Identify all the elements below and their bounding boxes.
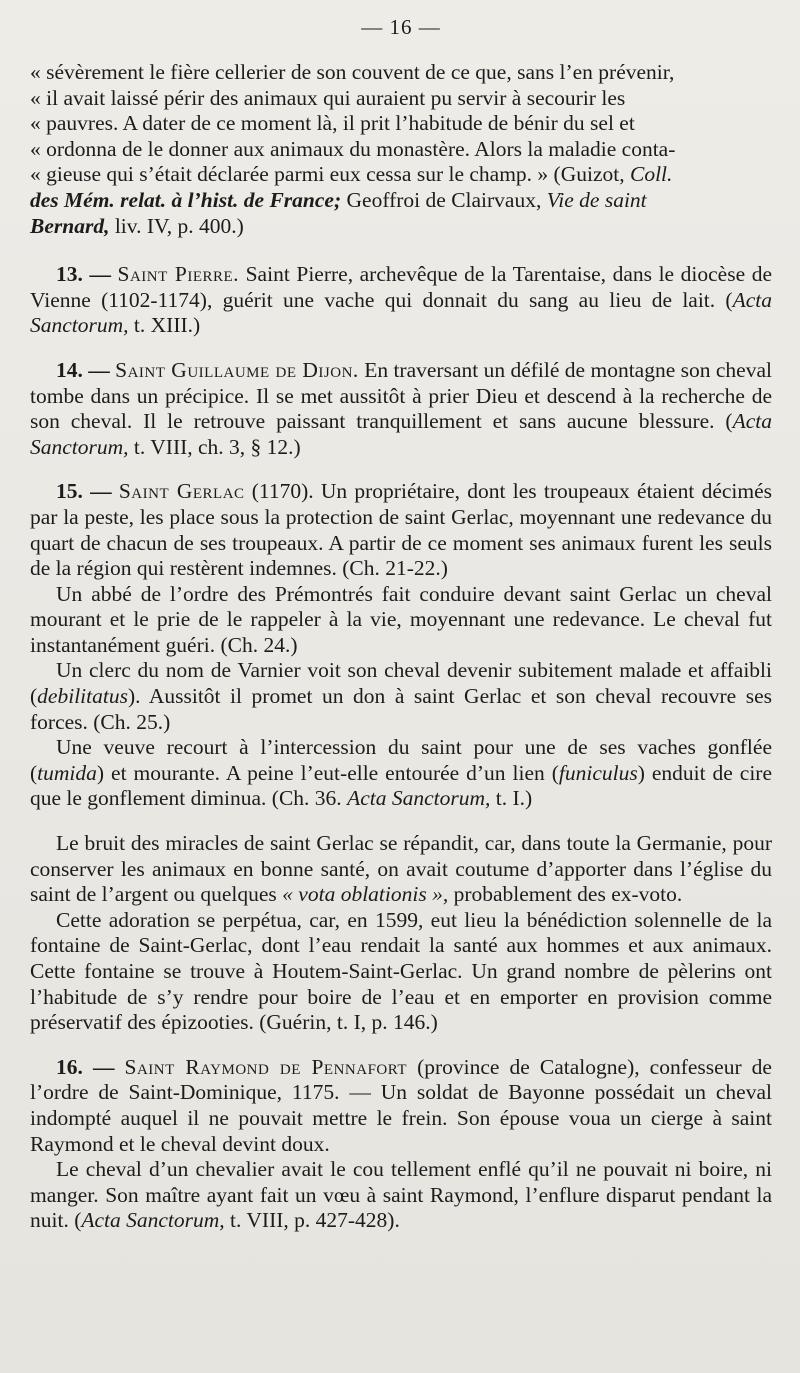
section-14-text-end: t. VIII, ch. 3, § 12.) xyxy=(128,434,301,459)
section-16-p2-text: Le cheval d’un chevalier avait le cou tellement enflé qu’il ne pouvait ni boire, ni manger. Son maître ayant fait un vœu à saint Raymond, l’enflure disparut pendant la nuit. ( xyxy=(30,1157,772,1233)
section-15-number: 15. — xyxy=(56,479,119,504)
section-16-p2-text-end: t. VIII, p. 427-428). xyxy=(224,1208,400,1233)
section-16-saint: Saint Raymond de Pennafort xyxy=(124,1054,408,1079)
quote-ref-memoires: des Mém. relat. à l’hist. de France; xyxy=(30,187,342,212)
page-number: — 16 — xyxy=(361,15,441,39)
section-15-paragraph-2: Un abbé de l’ordre des Prémontrés fait conduire devant saint Gerlac un cheval mourant et le prie de le rappeler à la vie, moyennant une redevance. Le cheval fut instantanément guéri. (Ch. 24.) xyxy=(30,581,772,657)
section-14-saint: Saint Guillaume de Dijon. xyxy=(115,357,359,382)
quote-ref-bernard: Bernard, xyxy=(30,213,110,238)
section-15-paragraph-4 xyxy=(30,735,772,812)
section-15-p4-latin-tumida: tumida xyxy=(37,760,97,785)
section-16-paragraph-2 xyxy=(30,1157,772,1234)
section-15-paragraph-3 xyxy=(30,658,772,735)
section-14-number: 14. — xyxy=(56,357,116,382)
quote-line-6: Geoffroi de Clairvaux, xyxy=(341,187,547,212)
section-16 xyxy=(30,1055,772,1157)
gerlac-fountain-paragraph: Cette adoration se perpétua, car, en 1599, eut lieu la bénédiction solennelle de la fontaine de Saint-Gerlac, dont l’eau rendait la santé aux hommes et aux animaux. Cette fontaine se trouve à Houtem-Saint-Gerlac. Un grand nombre de pèlerins ont l’habitude de s’y rendre pour boire de l’eau et en emporter en provision comme préservatif des épizooties. (Guérin, t. I, p. 146.) xyxy=(30,907,772,1035)
section-13 xyxy=(30,262,772,339)
quote-line-3: « pauvres. A dater de ce moment là, il prit l’habitude de bénir du sel et xyxy=(30,111,635,136)
section-15-p4-text-end: t. I.) xyxy=(490,786,533,811)
section-16-p2-ref: Acta Sanctorum, xyxy=(81,1208,225,1233)
section-14-text: En traversant un défilé de montagne son cheval tombe dans un précipice. Il se met aussitôt à prier Dieu et descend à la recherche de son cheval. Il le retrouve paissant tranquillement et sans aucune blessure. ( xyxy=(30,357,772,434)
gerlac-renown-paragraph xyxy=(30,831,772,908)
section-14-ref: Acta Sanctorum, xyxy=(30,409,772,459)
section-15 xyxy=(30,479,772,581)
section-13-text: Saint Pierre, archevêque de la Tarentaise, dans le diocèse de Vienne (1102-1174), guérit une vache qui donnait du sang au lieu de lait. ( xyxy=(30,262,772,312)
section-15-p4-text: Une veuve recourt à l’intercession du saint pour une de ses vaches gonflée ( xyxy=(30,735,772,785)
quote-ref-vie: Vie de saint xyxy=(546,187,647,212)
section-16-text: (province de Catalogne), confesseur de l’ordre de Saint-Dominique, 1175. — Un soldat de Bayonne possédait un cheval indompté auquel il ne pouvait mettre le frein. Son épouse voua un cierge à saint Raymond et le cheval devint doux. xyxy=(30,1054,772,1156)
section-16-number: 16. — xyxy=(56,1054,125,1079)
section-15-p4-text-2: ) et mourante. A peine l’eut-elle entourée d’un lien ( xyxy=(96,760,559,785)
gerlac-renown-text-end: probablement des ex-voto. xyxy=(448,882,683,907)
section-15-p4-latin-funiculus: funiculus xyxy=(558,760,638,785)
quote-paragraph xyxy=(30,60,772,239)
gerlac-renown-latin: « vota oblationis », xyxy=(282,882,449,907)
section-15-p3-latin: debilitatus xyxy=(37,684,128,709)
section-13-saint: Saint Pierre. xyxy=(117,262,240,287)
section-15-p3-text-end: ). Aussitôt il promet un don à saint Gerlac et son cheval recouvre ses forces. (Ch. 25.) xyxy=(30,684,772,734)
quote-line-1: « sévèrement le fière cellerier de son couvent de ce que, sans l’en prévenir, xyxy=(30,60,675,84)
section-15-p3-text: Un clerc du nom de Varnier voit son cheval devenir subitement malade et affaibli ( xyxy=(30,658,772,709)
section-15-p4-ref: Acta Sanctorum, xyxy=(347,786,491,811)
section-13-text-end: t. XIII.) xyxy=(128,313,201,338)
quote-line-2: « il avait laissé périr des animaux qui auraient pu servir à secourir les xyxy=(30,85,626,110)
quote-line-7: liv. IV, p. 400.) xyxy=(109,213,244,238)
section-15-p4-text-3: ) enduit de cire que le gonflement diminua. (Ch. 36. xyxy=(30,760,772,811)
quote-ref-coll: Coll. xyxy=(629,162,673,187)
section-13-ref: Acta Sanctorum, xyxy=(30,287,772,338)
gerlac-renown-text: Le bruit des miracles de saint Gerlac se répandit, car, dans toute la Germanie, pour conserver les animaux en bonne santé, on avait coutume d’apporter dans l’église du saint de l’argent ou quelques xyxy=(30,831,772,907)
section-15-text: (1170). Un propriétaire, dont les troupeaux étaient décimés par la peste, les place sous la protection de saint Gerlac, moyennant une redevance du quart de chacun de ses troupeaux. A partir de ce moment ses animaux furent les seuls de la région qui restèrent indemnes. (Ch. 21-22.) xyxy=(30,479,773,581)
section-15-saint: Saint Gerlac xyxy=(118,479,245,504)
quote-line-5: « gieuse qui s’était déclarée parmi eux cessa sur le champ. » (Guizot, xyxy=(30,162,630,187)
quote-line-4: « ordonna de le donner aux animaux du monastère. Alors la maladie conta- xyxy=(30,136,676,161)
section-13-number: 13. — xyxy=(56,262,118,287)
section-14 xyxy=(30,358,772,460)
